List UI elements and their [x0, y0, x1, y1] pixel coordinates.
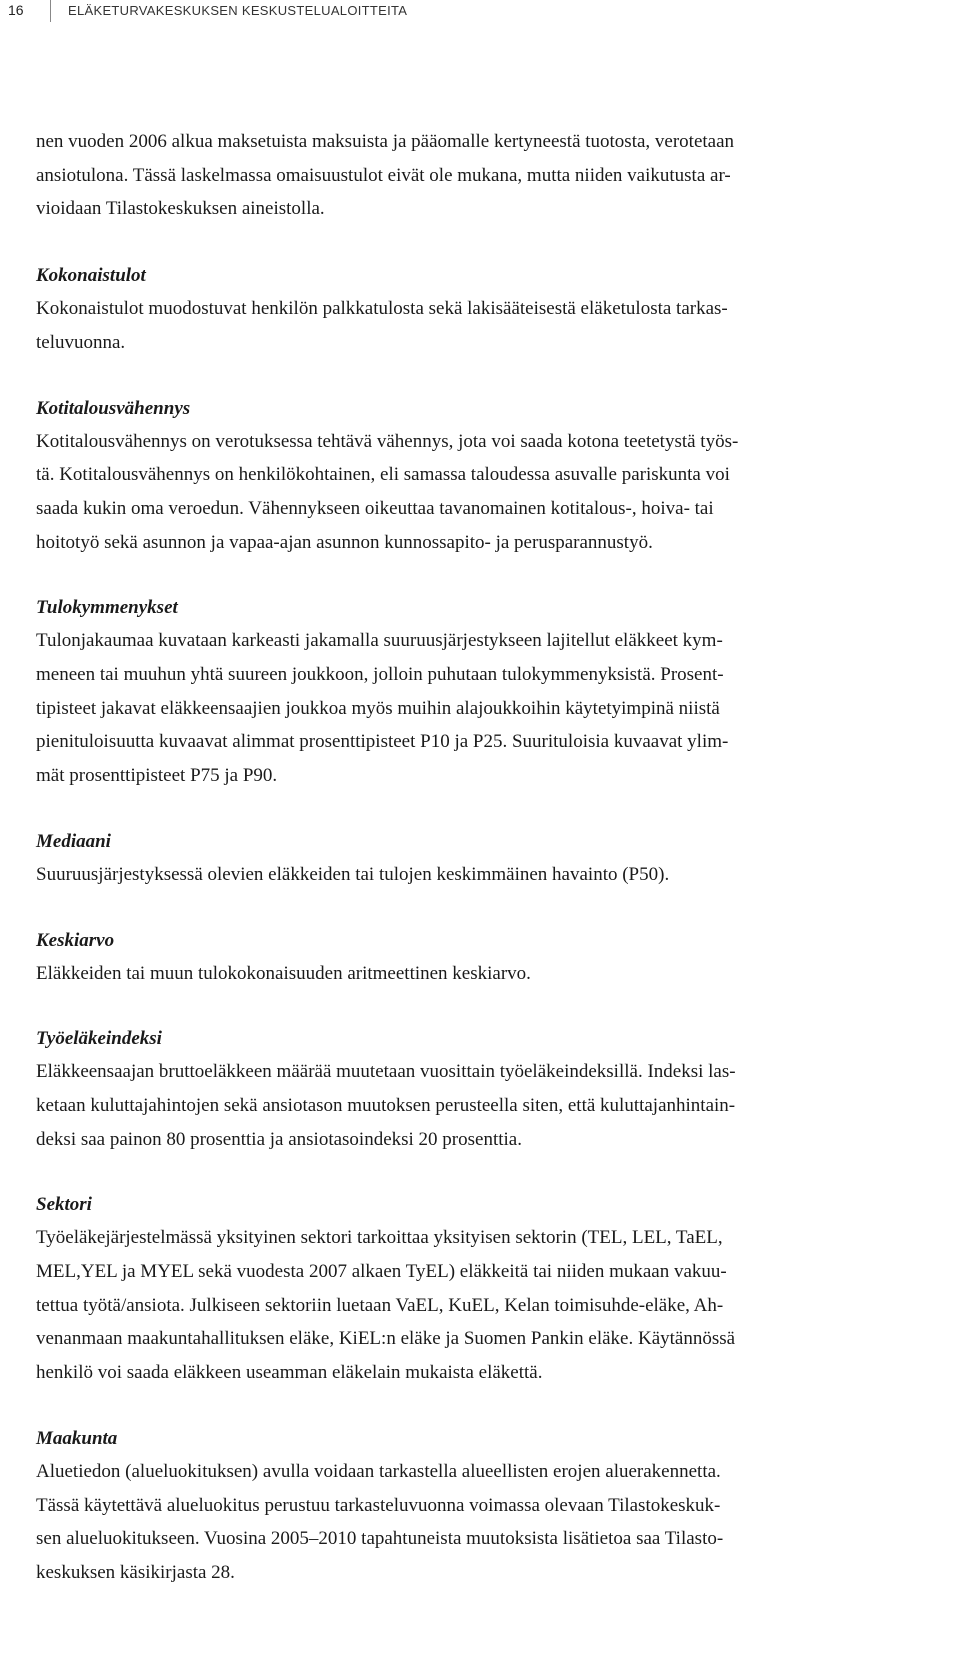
section-paragraph: Tulonjakaumaa kuvataan karkeasti jakamalla suuruusjärjestykseen lajitellut eläkkeet kym- meneen tai muuhun yhtä suureen joukkoon, jolloin puhutaan tulokymmenyksistä. Prosent- tipisteet jakavat eläkkeensaajien joukkoa myös muihin alajoukkoihin käytetyimpinä niistä pienituloisuutta kuvaavat alimmat prosenttipisteet P10 ja P25. Suurituloisia kuvaavat ylim- mät prosenttipisteet P75 ja P90.	[36, 630, 729, 787]
section-tyoelakeindeksi	[36, 1023, 956, 1156]
section-keskiarvo	[36, 925, 956, 991]
intro-section	[36, 125, 956, 226]
section-sektori	[36, 1189, 956, 1390]
section-heading: Kotitalousvähennys	[36, 397, 191, 419]
section-maakunta	[36, 1423, 956, 1590]
section-heading: Mediaani	[36, 830, 111, 852]
section-paragraph: Kotitalousvähennys on verotuksessa tehtävä vähennys, jota voi saada kotona teetetystä työs- tä. Kotitalousvähennys on henkilökohtainen, eli samassa taloudessa asuvalle pariskunta voi saada kukin oma veroedun. Vähennykseen oikeuttaa tavanomainen kotitalous-, hoiva- tai hoitotyö sekä asunnon ja vapaa-ajan asunnon kunnossapito- ja perusparannustyö.	[36, 430, 739, 553]
page-body	[36, 125, 956, 1623]
section-mediaani	[36, 826, 956, 892]
section-heading: Kokonaistulot	[36, 265, 146, 287]
section-paragraph: Aluetiedon (alueluokituksen) avulla voidaan tarkastella alueellisten erojen aluerakennetta. Tässä käytettävä alueluokitus perustuu tarkasteluvuonna voimassa olevaan Tilastokeskuk- sen alueluokitukseen. Vuosina 2005–2010 tapahtuneista muutoksista lisätietoa saa Tilasto- keskuksen käsikirjasta 28.	[36, 1460, 724, 1583]
section-paragraph: Eläkkeensaajan bruttoeläkkeen määrää muutetaan vuosittain työeläkeindeksillä. Indeksi las- ketaan kuluttajahintojen sekä ansiotason muutoksen perusteella siten, että kuluttajanhintain- deksi saa painon 80 prosenttia ja ansiotasoindeksi 20 prosenttia.	[36, 1061, 736, 1150]
section-heading: Maakunta	[36, 1427, 118, 1449]
section-paragraph: Kokonaistulot muodostuvat henkilön palkkatulosta sekä lakisääteisestä eläketulosta tarkas- teluvuonna.	[36, 298, 728, 353]
section-paragraph: Eläkkeiden tai muun tulokokonaisuuden aritmeettinen keskiarvo.	[36, 962, 531, 984]
intro-paragraph: nen vuoden 2006 alkua maksetuista maksuista ja pääomalle kertyneestä tuotosta, verotetaan ansiotulona. Tässä laskelmassa omaisuustulot eivät ole mukana, mutta niiden vaikutusta ar- vioidaan Tilastokeskuksen aineistolla.	[36, 131, 735, 220]
header-divider	[50, 0, 51, 22]
section-paragraph: Suuruusjärjestyksessä olevien eläkkeiden tai tulojen keskimmäinen havainto (P50).	[36, 863, 670, 885]
section-paragraph: Työeläkejärjestelmässä yksityinen sektori tarkoittaa yksityisen sektorin (TEL, LEL, TaEL, MEL,YEL ja MYEL sekä vuodesta 2007 alkaen TyEL) eläkkeitä tai niiden mukaan vakuu- tettua työtä/ansiota. Julkiseen sektoriin luetaan VaEL, KuEL, Kelan toimisuhde-eläke, Ah- venanmaan maakuntahallituksen eläke, KiEL:n eläke ja Suomen Pankin eläke. Käytännössä henkilö voi saada eläkkeen useamman eläkelain mukaista eläkettä.	[36, 1227, 736, 1384]
section-heading: Tulokymmenykset	[36, 597, 178, 619]
section-kokonaistulot	[36, 260, 956, 359]
section-heading: Keskiarvo	[36, 929, 115, 951]
section-heading: Työeläkeindeksi	[36, 1028, 162, 1050]
section-heading: Sektori	[36, 1194, 92, 1216]
section-tulokymmenykset	[36, 592, 956, 793]
running-title: ELÄKETURVAKESKUKSEN KESKUSTELUALOITTEITA	[68, 3, 408, 18]
page-number: 16	[8, 2, 24, 18]
page-header	[0, 0, 960, 24]
section-kotitalousvahennys	[36, 393, 956, 560]
